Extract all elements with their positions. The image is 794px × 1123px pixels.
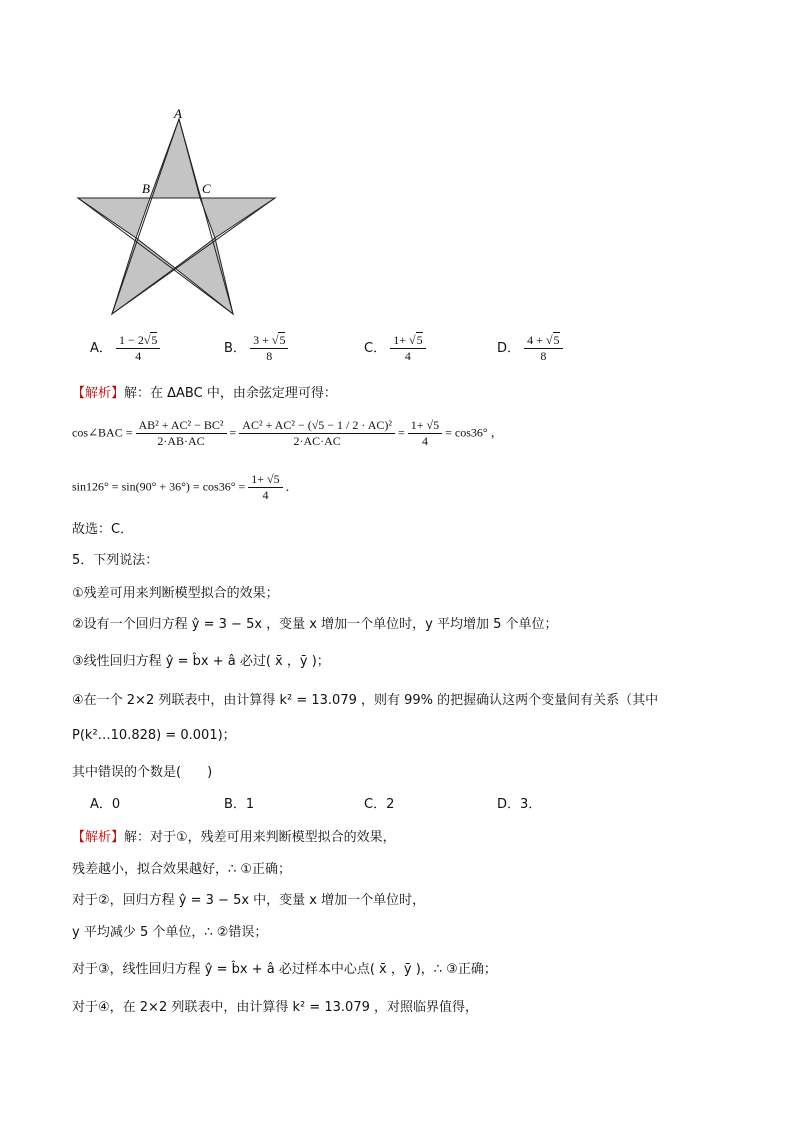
- q5-statement-1: ①残差可用来判断模型拟合的效果；: [72, 586, 279, 601]
- q5-analysis-1: 【解析】解：对于①，残差可用来判断模型拟合的效果，: [72, 830, 396, 845]
- q4-option-a: A． $\frac{1 - 2√5}{4}$: [90, 333, 160, 364]
- q5-statement-4b: P(k²…10.828) = 0.001)；: [72, 728, 236, 743]
- q4-option-c: C． $\frac{1+ √5}{4}$: [364, 333, 426, 364]
- cosine-rule-equation: cos∠BAC = $\frac{\text{AB² + AC² − BC²}}{2\cdot AB\cdot AC}$ = $\frac{\text{AC² + AC² − (√5 − 1 / 2 · AC)²}}{2\cdot AC\cdot AC}$ = $\frac{1+ √5}{4}$ = cos36° ，: [72, 418, 503, 448]
- q4-analysis-intro: 【解析】解：在 ΔABC 中，由余弦定理可得：: [72, 386, 337, 401]
- triangle-right: [200, 198, 275, 238]
- q5-question: 其中错误的个数是( ): [72, 765, 213, 780]
- analysis-tag: 【解析】: [72, 830, 125, 845]
- q5-option-a: A．0: [90, 797, 121, 812]
- sine-equation: sin126° = sin(90° + 36°) = cos36° = $\frac{1+ √5}{4}$ ．: [72, 472, 298, 502]
- q5-option-d: D．3．: [497, 797, 542, 812]
- q5-option-b: B．1: [224, 797, 255, 812]
- label-c: C: [202, 181, 211, 196]
- q5-statement-3: ③线性回归方程 ŷ = b̂x + â 必过( x̄ ，ȳ )；: [72, 654, 330, 669]
- q5-analysis-3: 对于②，回归方程 ŷ = 3 − 5x 中，变量 x 增加一个单位时，: [72, 893, 426, 908]
- q5-analysis-4: y 平均减少 5 个单位，∴ ②错误；: [72, 925, 268, 940]
- q5-statement-4a: ④在一个 2×2 列联表中，由计算得 k² = 13.079 ，则有 99% 的把握确认这两个变量间有关系（其中: [72, 693, 659, 708]
- q5-statement-2: ②设有一个回归方程 ŷ = 3 − 5x ，变量 x 增加一个单位时，y 平均增加 5 个单位；: [72, 617, 558, 632]
- triangle-bottom-right: [175, 238, 233, 314]
- q5-title: 5．下列说法：: [72, 553, 159, 568]
- label-b: B: [142, 181, 150, 196]
- analysis-tag: 【解析】: [72, 386, 125, 401]
- triangle-left: [78, 198, 150, 238]
- label-a: A: [174, 106, 182, 121]
- q5-analysis-2: 残差越小，拟合效果越好，∴ ①正确；: [72, 862, 292, 877]
- q4-option-b: B． $\frac{3 + √5}{8}$: [224, 333, 288, 364]
- pentagram-figure: [70, 105, 285, 320]
- q4-option-d: D． $\frac{4 + √5}{8}$: [497, 333, 563, 364]
- q4-answer: 故选：C．: [72, 522, 134, 537]
- q5-analysis-6: 对于④，在 2×2 列联表中，由计算得 k² = 13.079 ，对照临界值得，: [72, 1000, 479, 1015]
- q5-analysis-5: 对于③，线性回归方程 ŷ = b̂x + â 必过样本中心点( x̄ ，ȳ )，∴ ③正确；: [72, 962, 497, 977]
- q5-option-c: C．2: [364, 797, 395, 812]
